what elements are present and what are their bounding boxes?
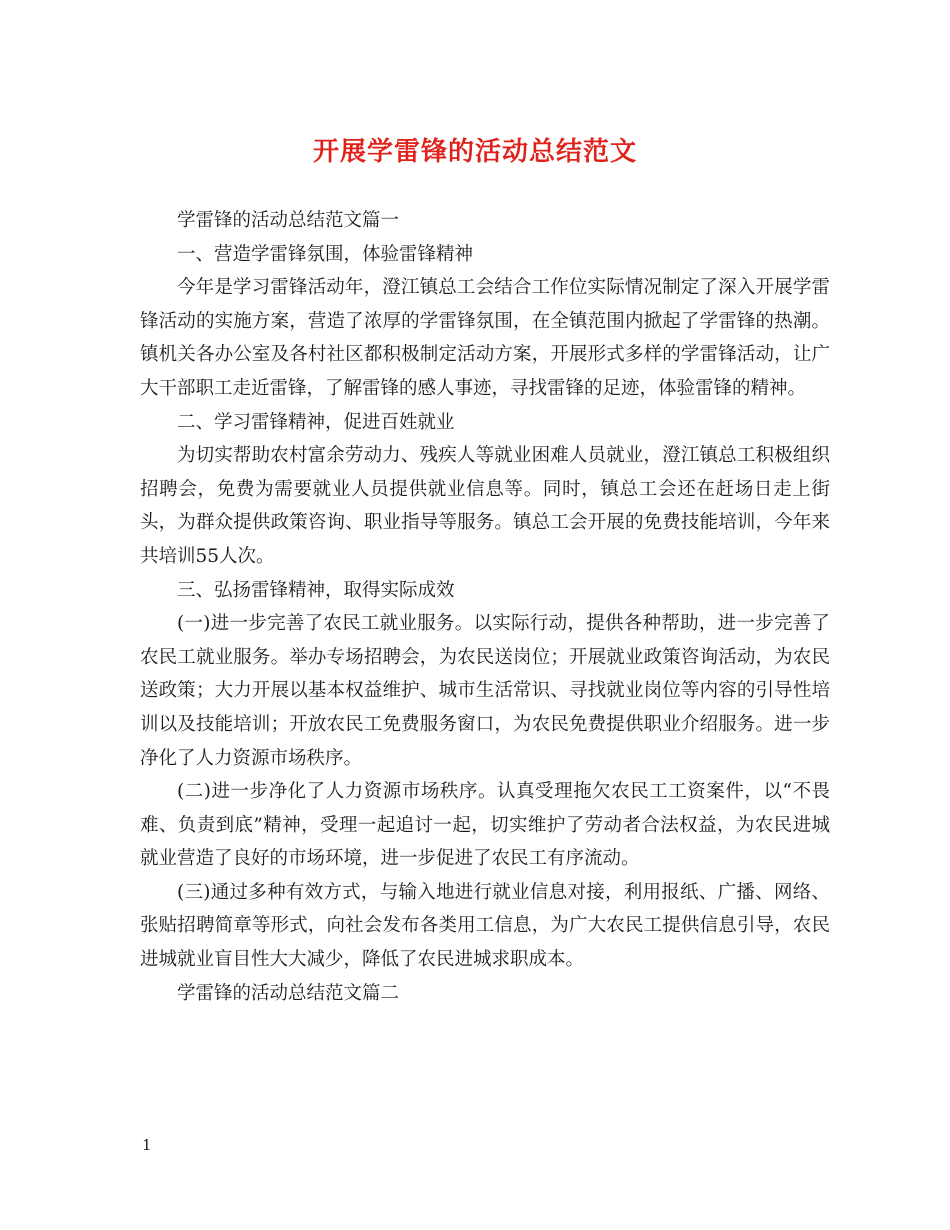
section-heading-part-one: 学雷锋的活动总结范文篇一 (177, 210, 400, 231)
subheading-1: 一、营造学雷锋氛围，体验雷锋精神 (177, 243, 474, 265)
section-heading-part-two: 学雷锋的活动总结范文篇二 (177, 982, 400, 1004)
subheading-2: 二、学习雷锋精神，促进百姓就业 (177, 411, 455, 433)
paragraph: (二)进一步净化了人力资源市场秩序。认真受理拖欠农民工工资案件，以“不畏难、负责到底”精神，受理一起追讨一起，切实维护了劳动者合法权益，为农民进城就业营造了良好的市场环境，进一步促进了农民工有序流动。 (140, 781, 830, 870)
document-title: 开展学雷锋的活动总结范文 (312, 137, 637, 167)
document-body (140, 204, 830, 1010)
subheading-3: 三、弘扬雷锋精神，取得实际成效 (177, 579, 455, 601)
paragraph: (一)进一步完善了农民工就业服务。以实际行动，提供各种帮助，进一步完善了农民工就业服务。举办专场招聘会，为农民送岗位；开展就业政策咨询活动，为农民送政策；大力开展以基本权益维护、城市生活常识、寻找就业岗位等内容的引导性培训以及技能培训；开放农民工免费服务窗口，为农民免费提供职业介绍服务。进一步净化了人力资源市场秩序。 (140, 613, 830, 769)
paragraph: (三)通过多种有效方式，与输入地进行就业信息对接，利用报纸、广播、网络、张贴招聘简章等形式，向社会发布各类用工信息，为广大农民工提供信息引导，农民进城就业盲目性大大减少，降低了农民进城求职成本。 (140, 881, 830, 971)
paragraph: 今年是学习雷锋活动年，澄江镇总工会结合工作位实际情况制定了深入开展学雷锋活动的实施方案，营造了浓厚的学雷锋氛围，在全镇范围内掀起了学雷锋的热潮。镇机关各办公室及各村社区都积极制定活动方案，开展形式多样的学雷锋活动，让广大干部职工走近雷锋，了解雷锋的感人事迹，寻找雷锋的足迹，体验雷锋的精神。 (140, 277, 830, 399)
page-number: 1 (142, 1136, 152, 1154)
paragraph: 为切实帮助农村富余劳动力、残疾人等就业困难人员就业，澄江镇总工积极组织招聘会，免费为需要就业人员提供就业信息等。同时，镇总工会还在赶场日走上街头，为群众提供政策咨询、职业指导等服务。镇总工会开展的免费技能培训，今年来共培训55人次。 (140, 445, 830, 567)
